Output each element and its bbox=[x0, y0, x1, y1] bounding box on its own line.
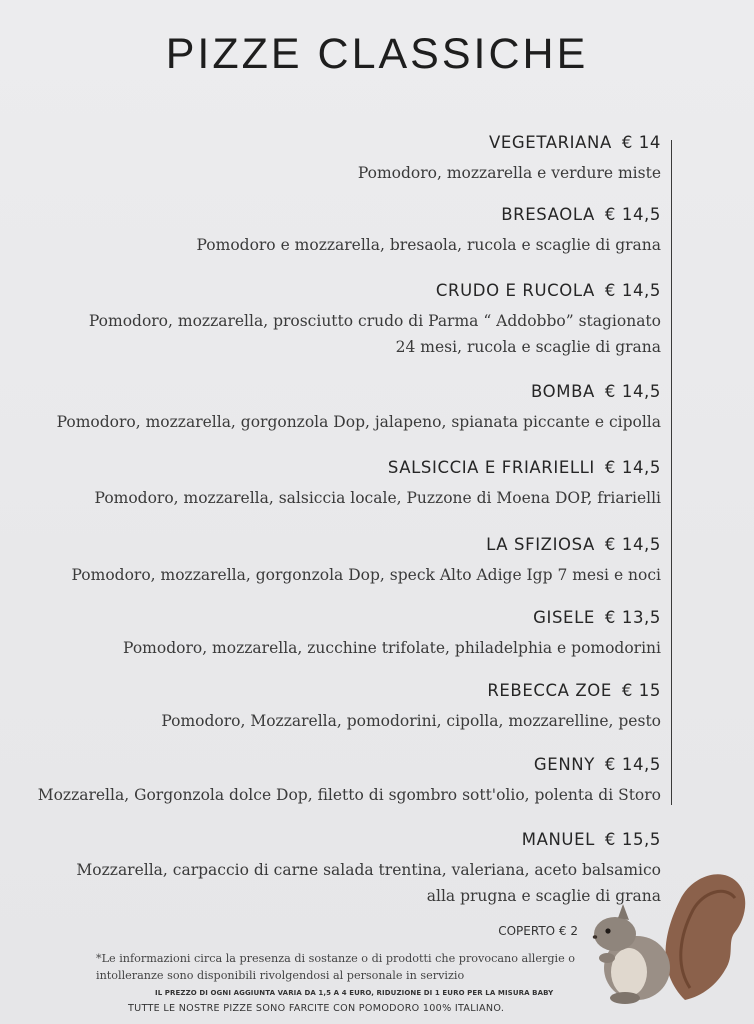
item-name-line bbox=[1, 830, 661, 849]
menu-item-rebecca-zoe bbox=[1, 681, 661, 734]
squirrel-ear bbox=[618, 904, 629, 920]
item-name-line bbox=[1, 281, 661, 300]
item-price: € 13,5 bbox=[604, 608, 661, 627]
item-description: Mozzarella, Gorgonzola dolce Dop, filetto di sgombro sott'olio, polenta di Storo bbox=[37, 786, 661, 804]
item-description: Pomodoro, mozzarella, gorgonzola Dop, jalapeno, spianata piccante e cipolla bbox=[56, 413, 661, 431]
item-name-line bbox=[1, 535, 661, 554]
item-name: SALSICCIA E FRIARIELLI bbox=[387, 458, 595, 477]
item-name: MANUEL bbox=[521, 830, 595, 849]
menu-item-manuel bbox=[1, 830, 661, 909]
item-name: BRESAOLA bbox=[501, 205, 595, 224]
item-name-line bbox=[1, 382, 661, 401]
vertical-divider bbox=[671, 140, 672, 805]
menu-item-crudo-e-rucola bbox=[1, 281, 661, 360]
item-description: Pomodoro, Mozzarella, pomodorini, cipolla, mozzarelline, pesto bbox=[161, 712, 661, 730]
squirrel-tail bbox=[666, 874, 746, 1000]
item-description-line: alla prugna e scaglie di grana bbox=[426, 887, 661, 905]
menu-item-salsiccia-e-friarielli bbox=[1, 458, 661, 511]
allergy-note-line: intolleranze sono disponibili rivolgendosi al personale in servizio bbox=[96, 969, 465, 982]
item-description: Pomodoro, mozzarella, gorgonzola Dop, speck Alto Adige Igp 7 mesi e noci bbox=[71, 566, 661, 584]
squirrel-paw bbox=[599, 953, 615, 963]
item-description: Pomodoro, mozzarella, zucchine trifolate, philadelphia e pomodorini bbox=[123, 639, 661, 657]
menu-item-genny bbox=[1, 755, 661, 808]
item-name: LA SFIZIOSA bbox=[486, 535, 595, 554]
item-description bbox=[1, 857, 661, 909]
item-description-line: 24 mesi, rucola e scaglie di grana bbox=[395, 338, 661, 356]
allergy-note-line: *Le informazioni circa la presenza di sostanze o di prodotti che provocano allergie o bbox=[96, 952, 575, 965]
item-price: € 14 bbox=[621, 133, 661, 152]
menu-item-gisele bbox=[1, 608, 661, 661]
item-price: € 14,5 bbox=[604, 382, 661, 401]
menu-item-bomba bbox=[1, 382, 661, 435]
footer-note: TUTTE LE NOSTRE PIZZE SONO FARCITE CON POMODORO 100% ITALIANO. bbox=[128, 1003, 505, 1014]
squirrel-belly bbox=[611, 948, 647, 996]
item-price: € 15 bbox=[621, 681, 661, 700]
squirrel-eye bbox=[605, 928, 610, 933]
page-title: PIZZE CLASSICHE bbox=[165, 30, 589, 78]
item-description bbox=[1, 308, 661, 360]
coperto-note: COPERTO € 2 bbox=[498, 924, 578, 938]
aggiunta-note: IL PREZZO DI OGNI AGGIUNTA VARIA DA 1,5 A 4 EURO, RIDUZIONE DI 1 EURO PER LA MISURA BABY bbox=[155, 989, 554, 997]
menu-item-la-sfiziosa bbox=[1, 535, 661, 588]
item-price: € 14,5 bbox=[604, 281, 661, 300]
item-name: CRUDO E RUCOLA bbox=[435, 281, 595, 300]
item-price: € 14,5 bbox=[604, 205, 661, 224]
item-name-line bbox=[1, 608, 661, 627]
item-price: € 14,5 bbox=[604, 755, 661, 774]
item-description: Pomodoro, mozzarella e verdure miste bbox=[357, 164, 661, 182]
item-name-line bbox=[1, 205, 661, 224]
item-name: GENNY bbox=[533, 755, 595, 774]
item-description-line: Pomodoro, mozzarella, prosciutto crudo di Parma “ Addobbo” stagionato bbox=[88, 312, 661, 330]
item-name-line bbox=[1, 755, 661, 774]
item-name: VEGETARIANA bbox=[489, 133, 612, 152]
squirrel-illustration bbox=[585, 860, 750, 1010]
item-name-line bbox=[1, 681, 661, 700]
item-price: € 14,5 bbox=[604, 535, 661, 554]
item-description: Pomodoro e mozzarella, bresaola, rucola e scaglie di grana bbox=[196, 236, 661, 254]
item-name-line bbox=[1, 458, 661, 477]
menu-item-vegetariana bbox=[1, 133, 661, 186]
item-name: REBECCA ZOE bbox=[487, 681, 612, 700]
item-price: € 15,5 bbox=[604, 830, 661, 849]
allergy-note bbox=[96, 950, 616, 984]
item-name-line bbox=[1, 133, 661, 152]
item-price: € 14,5 bbox=[604, 458, 661, 477]
squirrel-foot bbox=[610, 992, 640, 1004]
menu-item-bresaola bbox=[1, 205, 661, 258]
item-name: GISELE bbox=[533, 608, 595, 627]
item-description: Pomodoro, mozzarella, salsiccia locale, Puzzone di Moena DOP, friarielli bbox=[94, 489, 661, 507]
item-description-line: Mozzarella, carpaccio di carne salada trentina, valeriana, aceto balsamico bbox=[76, 861, 661, 879]
squirrel-head bbox=[594, 917, 636, 951]
squirrel-nose bbox=[593, 935, 597, 939]
item-name: BOMBA bbox=[531, 382, 595, 401]
